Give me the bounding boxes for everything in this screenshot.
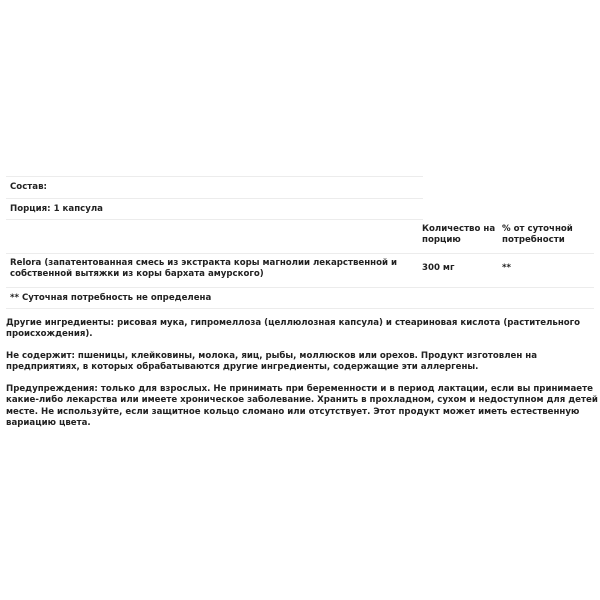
ingredient-daily-value: ** <box>502 263 511 273</box>
ingredient-amount: 300 мг <box>422 263 455 273</box>
ingredient-name: Relora (запатентованная смесь из экстракта коры магнолии лекарственной и собственной вытяжки из коры бархата амурского) <box>10 258 398 279</box>
other-ingredients-text: Другие ингредиенты: рисовая мука, гипромеллоза (целлюлозная капсула) и стеариновая кислота (растительного происхождения). <box>6 318 581 340</box>
serving-size: Порция: 1 капсула <box>6 198 423 220</box>
supplement-facts <box>6 176 594 309</box>
allergens-text: Не содержит: пшеницы, клейковины, молока, яиц, рыбы, моллюсков или орехов. Продукт изготовлен на предприятиях, в которых обрабатываются другие ингредиенты, содержащие эти аллергены. <box>6 351 538 373</box>
header-amount: Количество на порцию <box>422 224 496 245</box>
table-footnote: ** Суточная потребность не определена <box>6 287 594 309</box>
table-row <box>6 253 594 287</box>
header-ingredient <box>6 220 422 253</box>
warnings-text: Предупреждения: только для взрослых. Не принимать при беременности и в период лактации, если вы принимаете какие-либо лекарства или имеете хроническое заболевание. Хранить в прохладном, сухом и недоступном для детей месте. Не используйте, если защитное кольцо сломано или отсутствует. Этот продукт может иметь естественную вариацию цвета. <box>6 384 598 428</box>
composition-label: Состав: <box>6 176 423 198</box>
table-header <box>6 220 594 253</box>
header-daily-value: % от суточной потребности <box>502 224 573 245</box>
